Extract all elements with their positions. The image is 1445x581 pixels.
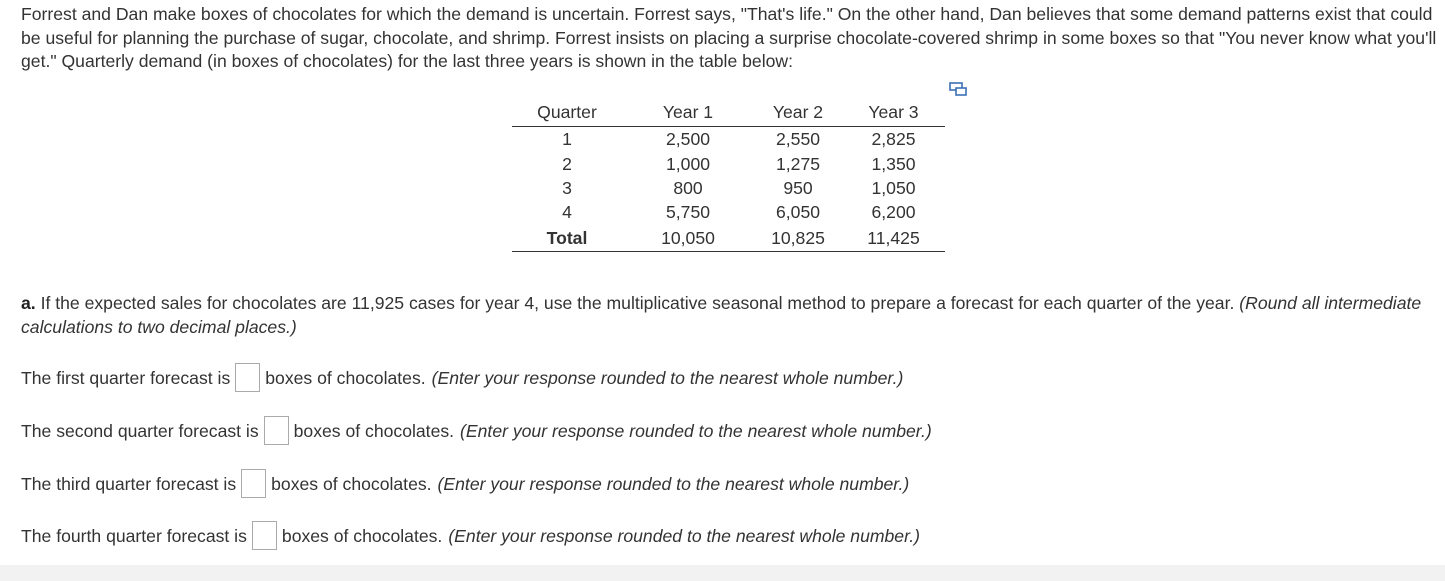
value-cell: 2,825 xyxy=(871,129,916,150)
part-a-note: (Round all intermediate calculations to two decimal places.) xyxy=(21,293,1422,337)
answer-note: (Enter your response rounded to the nearest whole number.) xyxy=(431,367,904,388)
table-row xyxy=(512,176,945,200)
value-cell: 950 xyxy=(783,177,813,198)
part-a-label: a. xyxy=(21,293,36,313)
answer-input-q3[interactable] xyxy=(241,469,266,498)
answer-note: (Enter your response rounded to the nearest whole number.) xyxy=(460,420,932,441)
header-quarter: Quarter xyxy=(512,99,622,127)
table-row xyxy=(512,151,945,175)
answer-prefix: The fourth quarter forecast is xyxy=(21,525,247,546)
answer-input-q4[interactable] xyxy=(252,521,277,550)
value-cell: 6,050 xyxy=(775,202,821,223)
total-cell: 10,050 xyxy=(622,225,754,252)
table-row xyxy=(512,200,945,224)
quarter-cell: 2 xyxy=(562,153,572,174)
value-cell: 800 xyxy=(673,177,703,198)
answer-line-q2 xyxy=(21,416,932,445)
demand-table xyxy=(512,99,945,252)
answer-prefix: The first quarter forecast is xyxy=(21,367,231,388)
header-year-1: Year 1 xyxy=(622,99,754,127)
answer-line-q3 xyxy=(21,469,909,498)
part-a-text: If the expected sales for chocolates are 11,925 cases for year 4, use the multiplicative seasonal method to prepare a forecast for each quarter of the year. xyxy=(35,293,1235,313)
answer-prefix: The third quarter forecast is xyxy=(21,473,237,494)
answer-input-q1[interactable] xyxy=(235,363,260,392)
value-cell: 2,500 xyxy=(665,129,711,150)
total-label: Total xyxy=(512,225,622,252)
table-row xyxy=(512,127,945,152)
answer-suffix: boxes of chocolates. xyxy=(293,420,455,441)
answer-note: (Enter your response rounded to the nearest whole number.) xyxy=(437,473,910,494)
part-a-question xyxy=(21,292,1441,339)
answer-note: (Enter your response rounded to the nearest whole number.) xyxy=(448,525,921,546)
footer-bar xyxy=(0,565,1445,581)
answer-line-q1 xyxy=(21,363,903,392)
value-cell: 1,000 xyxy=(665,153,711,174)
value-cell: 5,750 xyxy=(665,202,711,223)
answer-suffix: boxes of chocolates. xyxy=(281,525,443,546)
value-cell: 1,350 xyxy=(871,153,916,174)
table-header-row xyxy=(512,99,945,127)
quarter-cell: 4 xyxy=(562,202,572,223)
value-cell: 1,050 xyxy=(871,177,916,198)
header-year-3: Year 3 xyxy=(842,99,945,127)
header-year-2: Year 2 xyxy=(754,99,842,127)
quarter-cell: 1 xyxy=(562,129,572,150)
value-cell: 1,275 xyxy=(775,153,821,174)
answer-input-q2[interactable] xyxy=(264,416,289,445)
copy-to-spreadsheet-icon[interactable] xyxy=(949,82,967,96)
answer-suffix: boxes of chocolates. xyxy=(265,367,426,388)
total-cell: 11,425 xyxy=(842,225,945,252)
quarter-cell: 3 xyxy=(562,177,572,198)
value-cell: 2,550 xyxy=(775,129,821,150)
value-cell: 6,200 xyxy=(871,202,916,223)
table-total-row xyxy=(512,225,945,252)
total-cell: 10,825 xyxy=(754,225,842,252)
question-content xyxy=(21,0,1441,565)
answer-line-q4 xyxy=(21,521,920,550)
answer-prefix: The second quarter forecast is xyxy=(21,420,259,441)
problem-intro: Forrest and Dan make boxes of chocolates for which the demand is uncertain. Forrest says, "That's life." On the other hand, Dan believes that some demand patterns exist that could be useful for planning the purchase of sugar, chocolate, and shrimp. Forrest insists on placing a surprise chocolate-covered shrimp in some boxes so that "You never know what you'll get." Quarterly demand (in boxes of chocolates) for the last three years is shown in the table below: xyxy=(21,4,1437,71)
answer-suffix: boxes of chocolates. xyxy=(271,473,432,494)
